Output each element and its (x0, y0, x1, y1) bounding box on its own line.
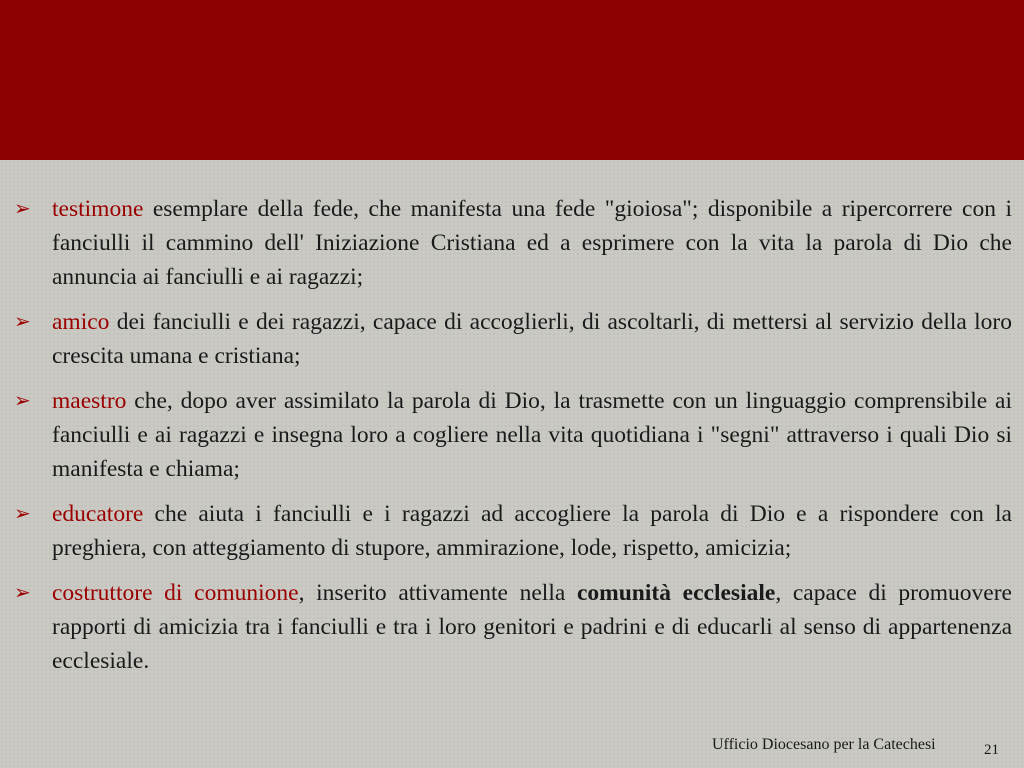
list-item (14, 192, 1012, 294)
list-item (14, 384, 1012, 486)
bullet-text: che aiuta i fanciulli e i ragazzi ad accogliere la parola di Dio e a rispondere con la preghiera, con atteggiamento di stupore, ammirazione, lode, rispetto, amicizia; (52, 501, 1012, 561)
bullet-keyword: educatore (52, 501, 144, 527)
list-item (14, 305, 1012, 373)
arrow-right-icon: ➢ (14, 503, 31, 525)
bullet-keyword: amico (52, 309, 110, 335)
bullet-text: , inserito attivamente nella (298, 580, 577, 606)
bullet-text: che, dopo aver assimilato la parola di Dio, la trasmette con un linguaggio comprensibile ai fanciulli e ai ragazzi e insegna loro a cogliere nella vita quotidiana i "segni" attraverso i quali Dio si manifesta e chiama; (52, 388, 1012, 482)
bullet-text: esemplare della fede, che manifesta una fede "gioiosa"; disponibile a ripercorrere con i fanciulli il cammino dell' Iniziazione Cristiana ed a esprimere con la vita la parola di Dio che annuncia ai fanciulli e ai ragazzi; (52, 196, 1012, 290)
slide-content (0, 160, 1024, 768)
arrow-right-icon: ➢ (14, 311, 31, 333)
list-item (14, 576, 1012, 678)
bullet-keyword: costruttore di comunione (52, 580, 299, 606)
bullet-text-after: , capace di promuovere rapporti di amicizia tra i fanciulli e tra i loro genitori e padrini e di educarli al senso di appartenenza ecclesiale. (52, 580, 1012, 674)
bullet-strong-text: comunità ecclesiale (576, 580, 776, 606)
arrow-right-icon: ➢ (14, 198, 31, 220)
bullet-keyword: testimone (52, 196, 144, 222)
arrow-right-icon: ➢ (14, 390, 31, 412)
footer-label: Ufficio Diocesano per la Catechesi (712, 736, 936, 753)
bullet-keyword: maestro (52, 388, 127, 414)
list-item (14, 497, 1012, 565)
bullet-list (14, 192, 1012, 689)
page-number: 21 (984, 742, 999, 758)
header-band (0, 0, 1024, 160)
bullet-text: dei fanciulli e dei ragazzi, capace di accoglierli, di ascoltarli, di mettersi al servizio della loro crescita umana e cristiana; (52, 309, 1012, 369)
arrow-right-icon: ➢ (14, 582, 31, 604)
